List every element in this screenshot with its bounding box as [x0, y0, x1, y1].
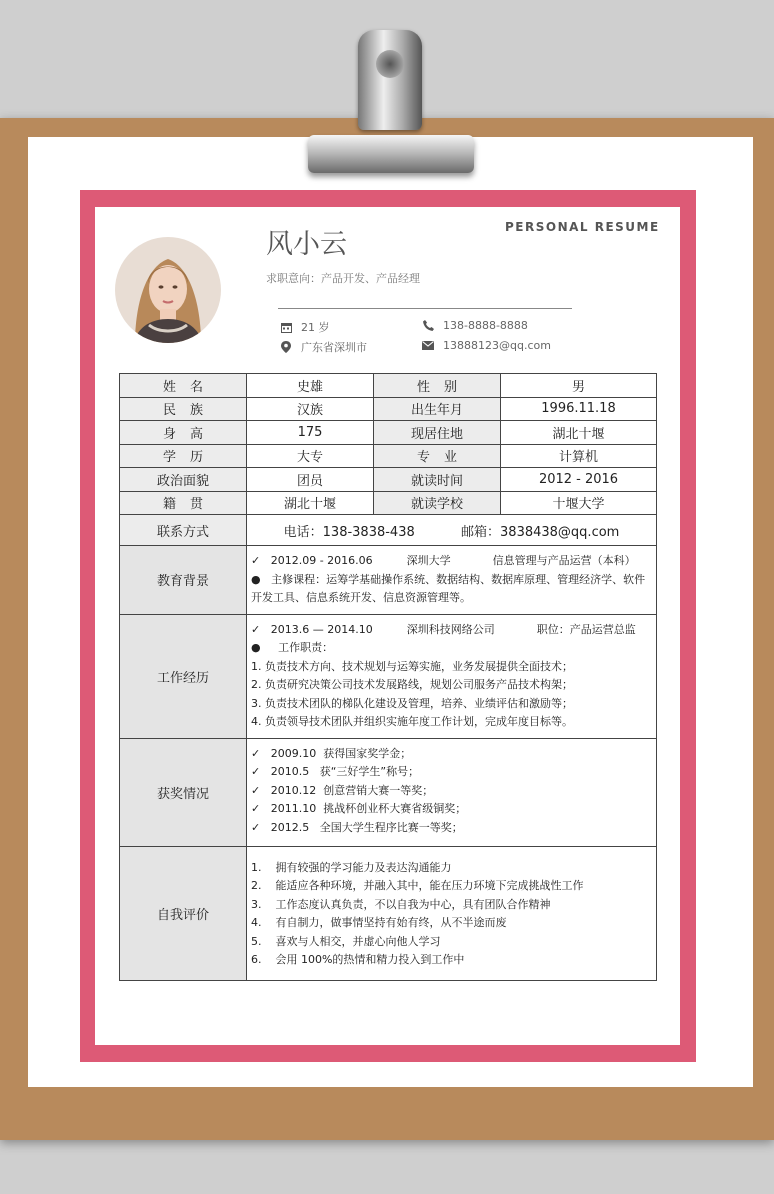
field-label: 就读学校 [374, 491, 501, 515]
email-info [421, 339, 551, 352]
self-eval-label: 自我评价 [120, 846, 247, 980]
education-school: 深圳大学 [406, 554, 451, 567]
table-row [120, 421, 657, 445]
education-major: 信息管理与产品运营（本科） [492, 554, 636, 567]
age-text: 21 岁 [301, 321, 330, 334]
check-icon: ✓ [251, 622, 261, 636]
phone-info [421, 319, 528, 332]
profile-photo [115, 237, 221, 343]
table-row [120, 491, 657, 515]
contact-phone: 电话：138-3838-438 [283, 524, 415, 540]
field-label: 姓名 [120, 374, 247, 398]
check-icon: ✓ [251, 820, 261, 834]
list-item: 2010.12 创意营销大赛一等奖； [270, 783, 434, 797]
field-value: 2012 - 2016 [501, 468, 657, 492]
email-text: 13888123@qq.com [443, 339, 551, 352]
work-period: 2013.6 — 2014.10 [270, 622, 373, 636]
field-value: 大专 [247, 444, 374, 468]
education-period: 2012.09 - 2016.06 [270, 554, 373, 567]
resume-table [119, 373, 657, 981]
field-label: 身高 [120, 421, 247, 445]
table-row [120, 444, 657, 468]
table-row [120, 397, 657, 421]
field-label: 政治面貌 [120, 468, 247, 492]
list-item: 2009.10 获得国家奖学金； [270, 746, 412, 760]
applicant-name: 风小云 [266, 229, 347, 260]
table-row [120, 468, 657, 492]
field-label: 民族 [120, 397, 247, 421]
field-value: 175 [247, 421, 374, 445]
contact-values [247, 515, 657, 546]
check-icon: ✓ [251, 746, 261, 760]
check-icon: ✓ [251, 802, 261, 815]
location-info [279, 339, 367, 355]
list-item: 3. 工作态度认真负责，不以自我为中心，具有团队合作精神 [251, 897, 551, 911]
list-item: 5. 喜欢与人相交，并虚心向他人学习 [251, 934, 441, 948]
field-value: 十堰大学 [501, 491, 657, 515]
job-intent: 求职意向：产品开发、产品经理 [266, 272, 420, 285]
list-item: 2012.5 全国大学生程序比赛一等奖； [270, 820, 463, 834]
field-label: 学历 [120, 444, 247, 468]
contact-label: 联系方式 [120, 515, 247, 546]
work-row [120, 614, 657, 738]
field-value: 团员 [247, 468, 374, 492]
field-value: 男 [501, 374, 657, 398]
list-item: 1. 负责技术方向、技术规划与运筹实施，业务发展提供全面技术； [251, 659, 573, 673]
work-label: 工作经历 [120, 614, 247, 738]
contact-email: 邮箱：3838438@qq.com [461, 524, 620, 540]
age-info [279, 319, 330, 335]
phone-icon [421, 320, 435, 331]
location-pin-icon [279, 341, 293, 353]
awards-label: 获奖情况 [120, 738, 247, 846]
work-company: 深圳科技网络公司 [406, 622, 495, 636]
location-text: 广东省深圳市 [301, 341, 367, 354]
binder-clip-handle [358, 30, 422, 130]
field-label: 性别 [374, 374, 501, 398]
education-row [120, 546, 657, 615]
contact-row [120, 515, 657, 546]
list-item: 2010.5 获“三好学生”称号； [270, 765, 420, 778]
field-label: 出生年月 [374, 397, 501, 421]
field-value: 湖北十堰 [501, 421, 657, 445]
work-content [247, 614, 657, 738]
awards-row [120, 738, 657, 846]
field-label: 专业 [374, 444, 501, 468]
calendar-icon [279, 322, 293, 333]
field-value: 计算机 [501, 444, 657, 468]
work-duty-title: 工作职责： [278, 641, 334, 654]
list-item: 2011.10 挑战杯创业杯大赛省级铜奖； [270, 802, 467, 815]
work-position: 职位：产品运营总监 [536, 622, 636, 636]
field-value: 1996.11.18 [501, 397, 657, 421]
list-item: 6. 会用 100%的热情和精力投入到工作中 [251, 953, 465, 966]
field-value: 史雄 [247, 374, 374, 398]
resume-heading-en: PERSONAL RESUME [505, 220, 660, 234]
bullet-icon: ● [251, 641, 261, 654]
list-item: 2. 能适应各种环境，并融入其中，能在压力环境下完成挑战性工作 [251, 879, 584, 892]
list-item: 4. 有自制力，做事情坚持有始有终，从不半途而废 [251, 916, 507, 929]
list-item: 1. 拥有较强的学习能力及表达沟通能力 [251, 860, 452, 874]
check-icon: ✓ [251, 554, 261, 567]
field-value: 汉族 [247, 397, 374, 421]
list-item: 2. 负责研究决策公司技术发展路线，规划公司服务产品技术构架； [251, 678, 573, 691]
field-value: 湖北十堰 [247, 491, 374, 515]
check-icon: ✓ [251, 765, 261, 778]
phone-text: 138-8888-8888 [443, 319, 528, 332]
field-label: 现居住地 [374, 421, 501, 445]
awards-content [247, 738, 657, 846]
binder-clip-base [308, 135, 474, 173]
field-label: 籍贯 [120, 491, 247, 515]
education-label: 教育背景 [120, 546, 247, 615]
field-label: 就读时间 [374, 468, 501, 492]
header-divider [278, 308, 572, 309]
envelope-icon [421, 341, 435, 350]
table-row [120, 374, 657, 398]
education-content [247, 546, 657, 615]
self-eval-row [120, 846, 657, 980]
check-icon: ✓ [251, 783, 261, 797]
education-courses-cont: 开发工具、信息系统开发、信息资源管理等。 [251, 591, 471, 604]
self-eval-content [247, 846, 657, 980]
bullet-icon: ● [251, 572, 261, 586]
education-courses: 主修课程：运筹学基础操作系统、数据结构、数据库原理、管理经济学、软件 [271, 572, 646, 586]
list-item: 4. 负责领导技术团队并组织实施年度工作计划，完成年度目标等。 [251, 715, 573, 728]
list-item: 3. 负责技术团队的梯队化建设及管理，培养、业绩评估和激励等； [251, 696, 573, 710]
